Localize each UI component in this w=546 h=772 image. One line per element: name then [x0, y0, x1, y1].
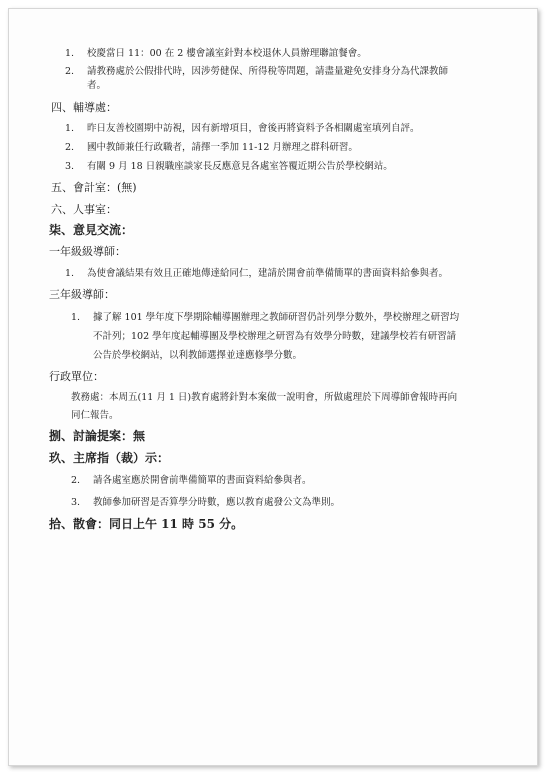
- item-text: 國中教師兼任行政職者，請擇一季加 11-12 月辦理之群科研習。: [87, 142, 358, 153]
- paragraph-line: 同仁報告。: [71, 410, 119, 421]
- item-text: 昨日友善校園期中訪視，因有新增項目，會後再將資料予各相關處室填列自評。: [87, 123, 420, 134]
- section-heading: 四、輔導處：: [51, 101, 117, 114]
- section-heading: 六、人事室：: [51, 203, 117, 216]
- item-text-continuation: 不計列；102 學年度起輔導團及學校辦理之研習為有效學分時數，建議學校若有研習請: [93, 331, 457, 342]
- item-text: 據了解 101 學年度下學期除輔導團辦理之教師研習仍計列學分數外，學校辦理之研習均: [93, 312, 460, 323]
- list-item: [71, 474, 312, 487]
- list-item: [65, 160, 393, 173]
- subsection-label: 行政單位：: [49, 370, 104, 383]
- section-heading: 捌、討論提案：無: [49, 429, 146, 443]
- list-item: [71, 311, 459, 324]
- item-text-continuation: 公告於學校網站，以利教師選擇並達應修學分數。: [93, 350, 303, 361]
- list-item: [65, 47, 367, 60]
- item-number: 2.: [65, 66, 75, 77]
- item-text: 請各處室應於開會前準備簡單的書面資料給參與者。: [93, 475, 312, 486]
- list-item: [65, 65, 448, 78]
- item-text: 校慶當日 11：00 在 2 樓會議室針對本校退休人員辦理聯誼餐會。: [87, 48, 367, 59]
- item-text: 請教務處於公假排代時，因涉勞健保、所得稅等問題，請盡量避免安排身分為代課教師: [87, 66, 449, 77]
- subsection-label: 一年級級導師：: [49, 245, 126, 258]
- item-number: 3.: [65, 161, 75, 172]
- list-item: [65, 141, 358, 154]
- item-number: 1.: [65, 123, 75, 134]
- document-page: [8, 8, 538, 766]
- item-text: 為使會議結果有效且正確地傳達給同仁，建請於開會前準備簡單的書面資料給參與者。: [87, 268, 449, 279]
- item-number: 1.: [65, 48, 75, 59]
- item-number: 3.: [71, 497, 81, 508]
- item-text-continuation: 者。: [87, 80, 107, 91]
- section-heading: 拾、散會：同日上午 11 時 55 分。: [49, 517, 244, 531]
- item-text: 教師參加研習是否算學分時數，應以教育處發公文為準則。: [93, 497, 341, 508]
- item-number: 1.: [71, 312, 81, 323]
- section-heading: 五、會計室：(無): [51, 181, 137, 194]
- list-item: [65, 122, 420, 135]
- list-item: [71, 496, 340, 509]
- section-heading: 玖、主席指（裁）示：: [49, 451, 170, 465]
- item-number: 2.: [71, 475, 81, 486]
- list-item: [65, 267, 448, 280]
- item-number: 2.: [65, 142, 75, 153]
- item-text: 有關 9 月 18 日親職座談家長反應意見各處室答覆近期公告於學校網站。: [87, 161, 393, 172]
- section-heading: 柒、意見交流：: [49, 223, 134, 237]
- paragraph-line: 教務處：本周五(11 月 1 日)教育處將針對本案做一說明會，所做處理於下周導師會報時再向: [71, 392, 458, 403]
- item-number: 1.: [65, 268, 75, 279]
- subsection-label: 三年級導師：: [49, 288, 115, 301]
